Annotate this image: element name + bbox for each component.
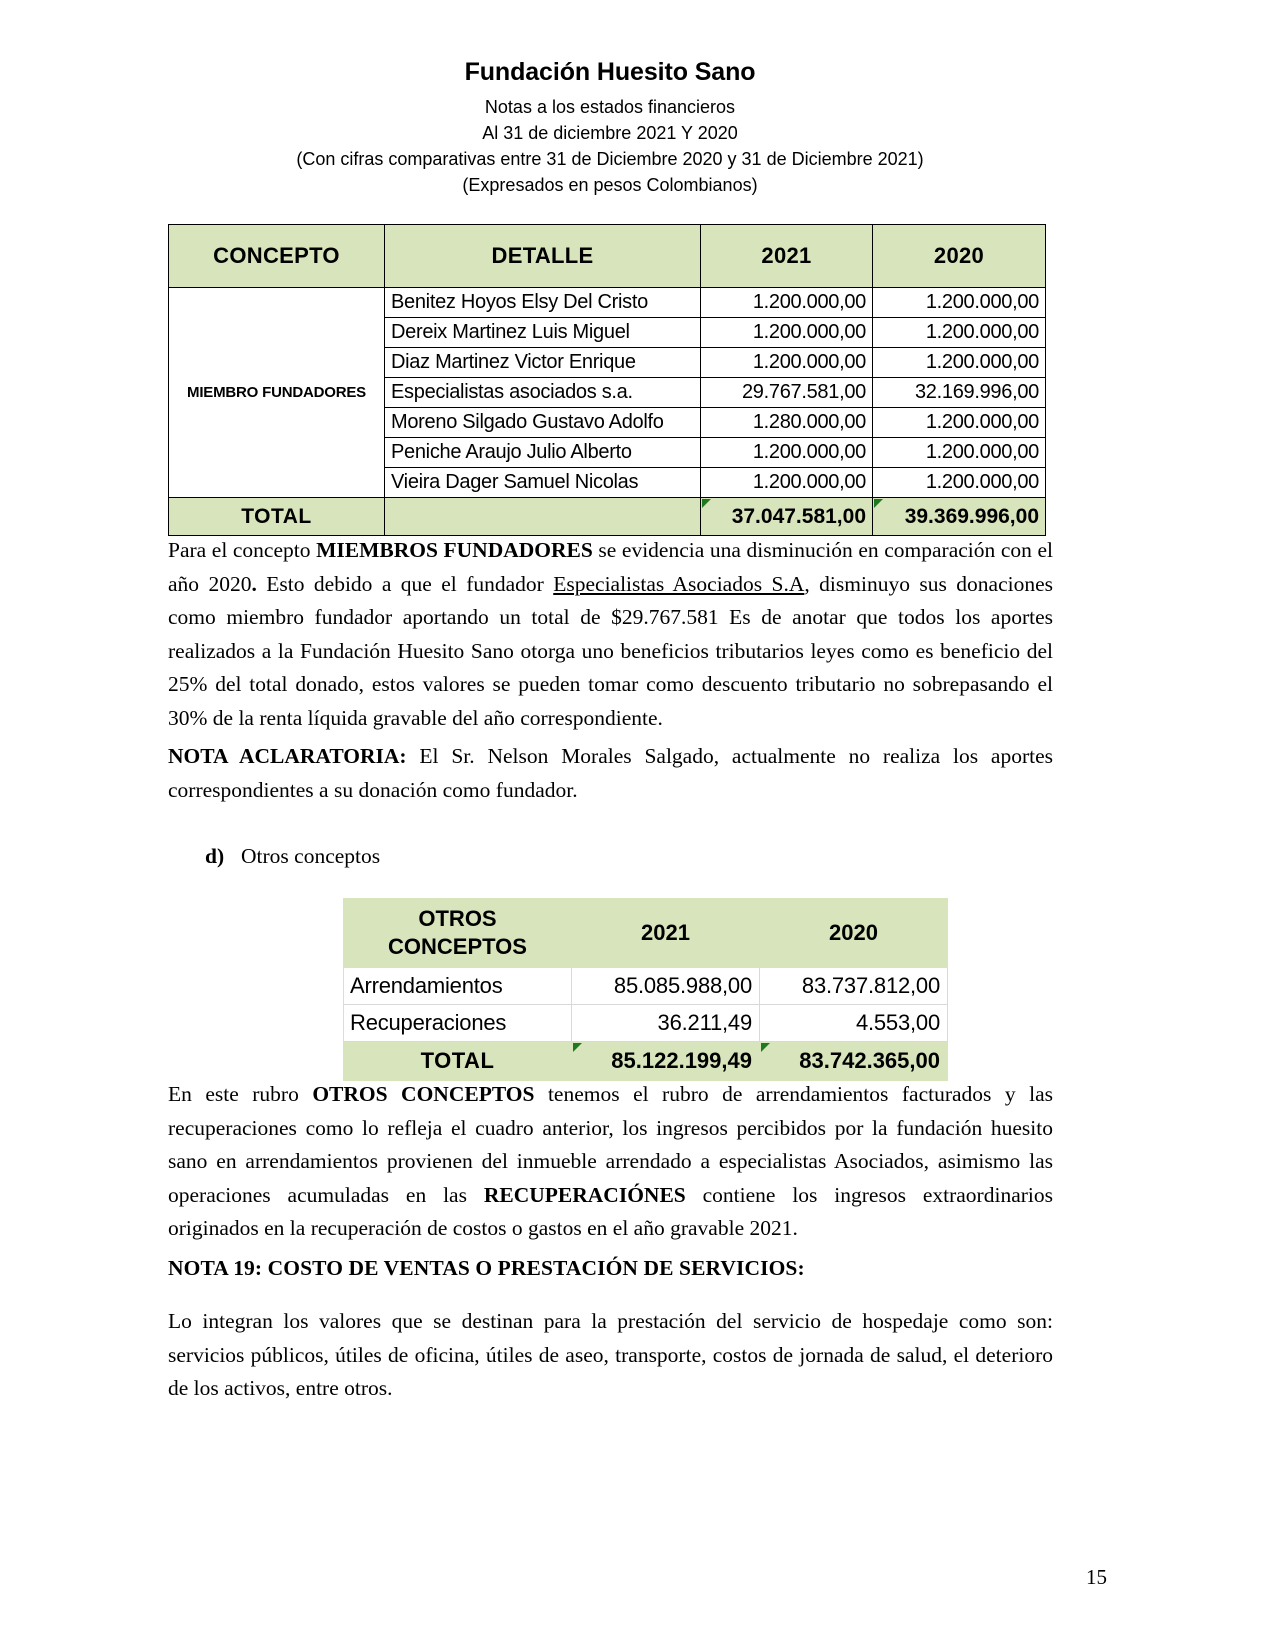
para-text-2: tenemos el rubro de arrendamientos facturados y las recuperaciones como lo refleja el cuadro anterior, los ingresos percibidos por la fundación huesito sano en arrendamientos provienen del inmueble arrendado a especialistas Asociados, asimismo las operaciones acumuladas en las bbox=[168, 1082, 1053, 1207]
table-header-row bbox=[344, 899, 948, 968]
paragraph-nota-aclaratoria bbox=[168, 740, 1053, 807]
detalle-cell: Peniche Araujo Julio Alberto bbox=[385, 438, 701, 468]
column-header-otros-conceptos bbox=[344, 899, 572, 968]
value-2021: 85.085.988,00 bbox=[572, 968, 760, 1005]
total-value-2020 bbox=[873, 498, 1046, 536]
value-2020: 1.200.000,00 bbox=[873, 468, 1046, 498]
value-2021: 1.200.000,00 bbox=[701, 318, 873, 348]
para-bold-miembros-fundadores: MIEMBROS FUNDADORES bbox=[316, 538, 593, 562]
nota-aclaratoria-label: NOTA ACLARATORIA: bbox=[168, 744, 407, 768]
column-header-2020: 2020 bbox=[760, 899, 948, 968]
table-miembro-fundadores bbox=[168, 224, 1046, 536]
total-2021-text: 85.122.199,49 bbox=[611, 1048, 752, 1073]
value-2021: 29.767.581,00 bbox=[701, 378, 873, 408]
para-bold-period: . bbox=[251, 571, 257, 596]
para-text-3: contiene los ingresos extraordinarios originados en la recuperación de costos o gastos en el año gravable 2021. bbox=[168, 1182, 1053, 1240]
list-item-label: Otros conceptos bbox=[241, 844, 381, 868]
total-2020-text: 39.369.996,00 bbox=[904, 504, 1039, 528]
detalle-cell: Diaz Martinez Victor Enrique bbox=[385, 348, 701, 378]
para-text-1: En este rubro bbox=[168, 1082, 313, 1106]
value-2021: 1.280.000,00 bbox=[701, 408, 873, 438]
table-header-row bbox=[169, 225, 1046, 288]
column-header-2021: 2021 bbox=[572, 899, 760, 968]
list-item bbox=[205, 840, 1050, 873]
para-text-2: se evidencia una disminución en comparación con el año 2020 bbox=[168, 538, 1053, 596]
header-line-2: CONCEPTOS bbox=[388, 934, 527, 959]
table-total-row bbox=[344, 1042, 948, 1081]
total-value-2021 bbox=[701, 498, 873, 536]
table-otros-conceptos bbox=[343, 898, 948, 1081]
concepto-cell: Arrendamientos bbox=[344, 968, 572, 1005]
concepto-cell: Recuperaciones bbox=[344, 1005, 572, 1042]
total-label: TOTAL bbox=[169, 498, 385, 536]
column-header-detalle: DETALLE bbox=[385, 225, 701, 288]
list-marker-d: d) bbox=[205, 844, 225, 868]
page-title: Fundación Huesito Sano bbox=[464, 58, 756, 86]
value-2021: 1.200.000,00 bbox=[701, 468, 873, 498]
document-header bbox=[165, 58, 1055, 198]
value-2021: 1.200.000,00 bbox=[701, 288, 873, 318]
header-line-1: OTROS bbox=[418, 906, 497, 931]
paragraph-miembros-fundadores bbox=[168, 534, 1053, 735]
value-2020: 1.200.000,00 bbox=[873, 438, 1046, 468]
value-2020: 83.737.812,00 bbox=[760, 968, 948, 1005]
detalle-cell: Moreno Silgado Gustavo Adolfo bbox=[385, 408, 701, 438]
value-2021: 36.211,49 bbox=[572, 1005, 760, 1042]
detalle-cell: Benitez Hoyos Elsy Del Cristo bbox=[385, 288, 701, 318]
detalle-cell: Dereix Martinez Luis Miguel bbox=[385, 318, 701, 348]
error-marker-icon bbox=[874, 499, 883, 508]
value-2020: 1.200.000,00 bbox=[873, 318, 1046, 348]
value-2020: 1.200.000,00 bbox=[873, 288, 1046, 318]
value-2020: 32.169.996,00 bbox=[873, 378, 1046, 408]
error-marker-icon bbox=[702, 499, 711, 508]
table-total-row bbox=[169, 498, 1046, 536]
total-2021-text: 37.047.581,00 bbox=[731, 504, 866, 528]
header-subtitle-line-4: (Expresados en pesos Colombianos) bbox=[462, 175, 758, 195]
page-number: 15 bbox=[1086, 1565, 1107, 1589]
total-value-2021 bbox=[572, 1042, 760, 1081]
para-bold-recuperaciones: RECUPERACIÓNES bbox=[483, 1182, 686, 1207]
para-text-4: , disminuyo sus donaciones como miembro fundador aportando un total de $29.767.581 Es de anotar que todos los aportes realizados a la Fundación Huesito Sano otorga uno beneficios tributarios leyes como es beneficio del 25% del total donado, estos valores se pueden tomar como descuento tributario no sobrepasando el 30% de la renta líquida gravable del año correspondiente. bbox=[168, 571, 1053, 730]
para-text-1: Para el concepto bbox=[168, 538, 317, 562]
total-label: TOTAL bbox=[344, 1042, 572, 1081]
column-header-concepto: CONCEPTO bbox=[169, 225, 385, 288]
detalle-cell: Especialistas asociados s.a. bbox=[385, 378, 701, 408]
error-marker-icon bbox=[761, 1043, 770, 1052]
error-marker-icon bbox=[573, 1043, 582, 1052]
header-subtitle-line-3: (Con cifras comparativas entre 31 de Diciembre 2020 y 31 de Diciembre 2021) bbox=[296, 149, 924, 169]
value-2021: 1.200.000,00 bbox=[701, 438, 873, 468]
value-2020: 1.200.000,00 bbox=[873, 408, 1046, 438]
para-bold-otros-conceptos: OTROS CONCEPTOS bbox=[312, 1082, 535, 1106]
header-subtitle-line-2: Al 31 de diciembre 2021 Y 2020 bbox=[482, 123, 738, 143]
concepto-miembro-fundadores: MIEMBRO FUNDADORES bbox=[169, 288, 385, 498]
paragraph-otros-conceptos bbox=[168, 1078, 1053, 1246]
value-2020: 4.553,00 bbox=[760, 1005, 948, 1042]
para-underline-especialistas: Especialistas Asociados S.A bbox=[553, 571, 805, 596]
table-row bbox=[344, 1005, 948, 1042]
column-header-2020: 2020 bbox=[873, 225, 1046, 288]
nota-aclaratoria-text: El Sr. Nelson Morales Salgado, actualmente no realiza los aportes correspondientes a su donación como fundador. bbox=[168, 744, 1053, 802]
table-row bbox=[169, 288, 1046, 318]
detalle-cell: Vieira Dager Samuel Nicolas bbox=[385, 468, 701, 498]
table-row bbox=[344, 968, 948, 1005]
total-blank-cell bbox=[385, 498, 701, 536]
value-2021: 1.200.000,00 bbox=[701, 348, 873, 378]
para-text-3: Esto debido a que el fundador bbox=[256, 571, 554, 596]
paragraph-nota-19-body: Lo integran los valores que se destinan para la prestación del servicio de hospedaje como son: servicios públicos, útiles de oficina, útiles de aseo, transporte, costos de jornada de salud, el deterioro de los activos, entre otros. bbox=[168, 1309, 1053, 1400]
nota-19-heading: NOTA 19: COSTO DE VENTAS O PRESTACIÓN DE SERVICIOS: bbox=[168, 1256, 805, 1280]
total-2020-text: 83.742.365,00 bbox=[799, 1048, 940, 1073]
value-2020: 1.200.000,00 bbox=[873, 348, 1046, 378]
total-value-2020 bbox=[760, 1042, 948, 1081]
column-header-2021: 2021 bbox=[701, 225, 873, 288]
header-subtitle-line-1: Notas a los estados financieros bbox=[484, 97, 736, 117]
